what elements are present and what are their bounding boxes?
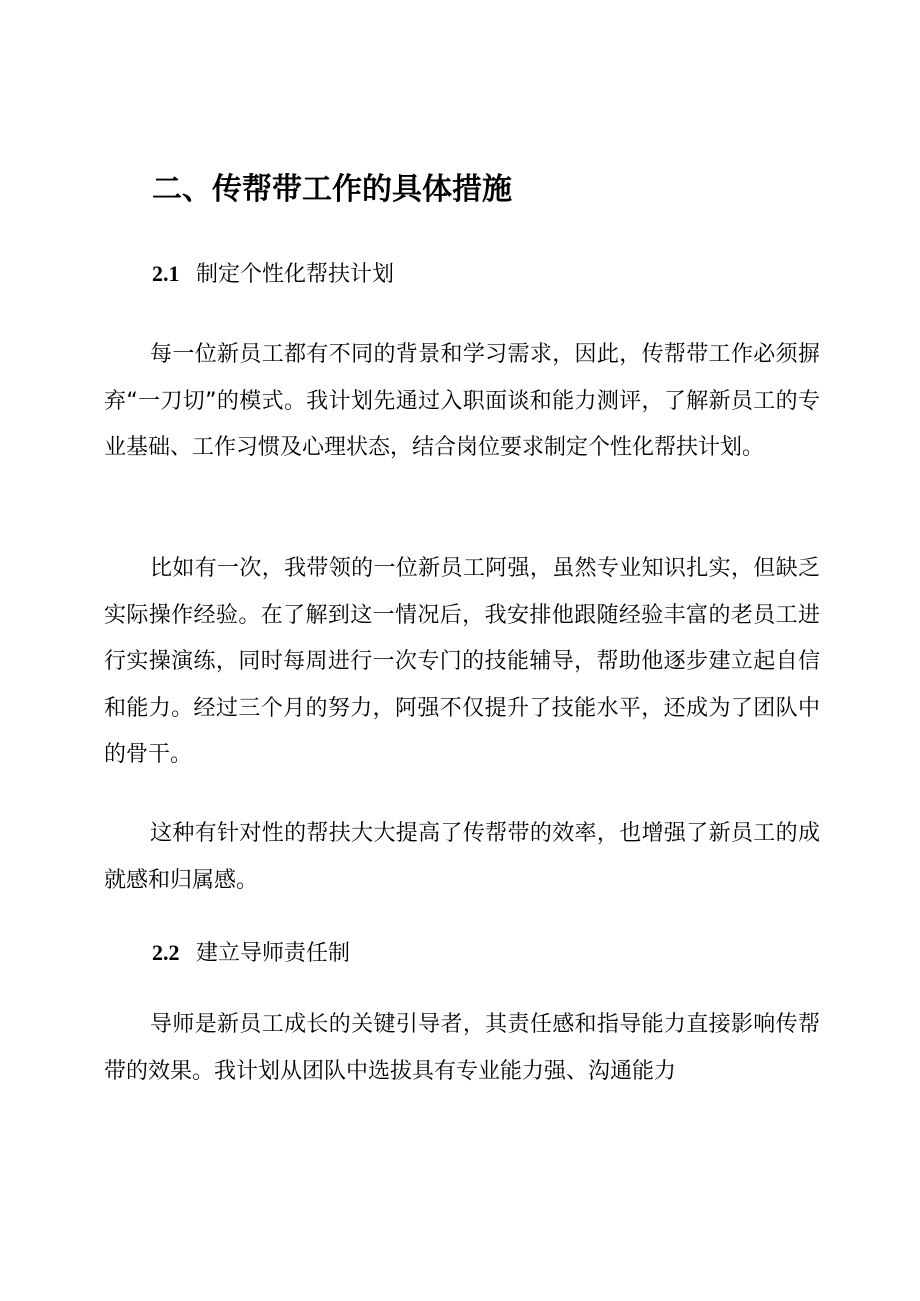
- paragraph: 导师是新员工成长的关键引导者，其责任感和指导能力直接影响传帮带的效果。我计划从团队中选拔具有专业能力强、沟通能力: [104, 1012, 820, 1084]
- paragraph: 这种有针对性的帮扶大大提高了传帮带的效率，也增强了新员工的成就感和归属感。: [104, 821, 820, 893]
- paragraph: 每一位新员工都有不同的背景和学习需求，因此，传帮带工作必须摒弃“一刀切”的模式。我计划先通过入职面谈和能力测评，了解新员工的专业基础、工作习惯及心理状态，结合岗位要求制定个性化帮扶计划。: [104, 342, 820, 460]
- subsection-title: 建立导师责任制: [196, 941, 351, 966]
- subsection-heading-2-1: [152, 259, 394, 290]
- subsection-number: 2.2: [152, 940, 180, 965]
- subsection-title: 制定个性化帮扶计划: [196, 262, 395, 287]
- subsection-heading-2-2: [152, 938, 350, 969]
- paragraph: 比如有一次，我带领的一位新员工阿强，虽然专业知识扎实，但缺乏实际操作经验。在了解到这一情况后，我安排他跟随经验丰富的老员工进行实操演练，同时每周进行一次专门的技能辅导，帮助他逐步建立起自信和能力。经过三个月的努力，阿强不仅提升了技能水平，还成为了团队中的骨干。: [104, 556, 820, 767]
- subsection-number: 2.1: [152, 261, 180, 286]
- section-title: 二、传帮带工作的具体措施: [152, 172, 512, 207]
